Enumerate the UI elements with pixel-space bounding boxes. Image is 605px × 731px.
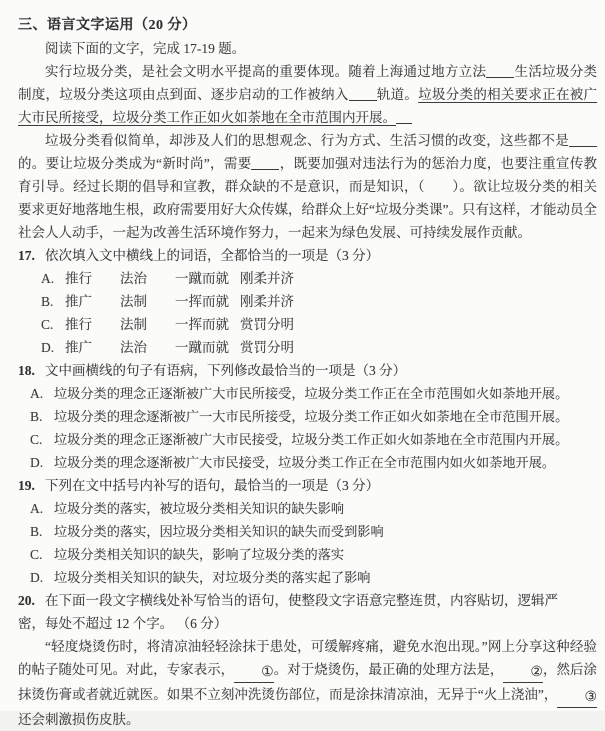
- passage-paragraph-1: [18, 60, 597, 129]
- passage-text: 还会刺激损伤皮肤。: [18, 712, 140, 727]
- option-row: [30, 566, 597, 589]
- blank-line: [486, 66, 514, 78]
- question-20: [18, 589, 597, 731]
- blank-line: [396, 112, 412, 124]
- option-word: 一挥而就: [175, 317, 229, 332]
- option-label: B.: [41, 294, 54, 309]
- question-20-stem-text: 在下面一段文字横线处补写恰当的语句，使整段文字语意完整连贯，内容贴切，逻辑严 密，每处不超过 12 个字。 （6 分）: [18, 593, 572, 631]
- option-word: 法治: [120, 340, 147, 355]
- passage-paragraph-2: [18, 129, 597, 244]
- option-word: 推行: [65, 317, 92, 332]
- option-text: 垃圾分类的理念逐渐被广一大市民所接受，垃圾分类工作正如火如荼地在全市范围开展。: [54, 409, 569, 424]
- option-row: [30, 543, 597, 566]
- blank-line: [569, 135, 597, 147]
- option-label: A.: [41, 271, 55, 286]
- option-label: C.: [30, 432, 43, 447]
- passage-text: ，既要加强对违法行为的惩治力度，也要注重宣传教育引导。经过长期的倡导和宣教，群众缺的不是意识，而是知识，（ ）。欲让垃圾分类的相关要求更好地落地生根，政府需要用好大众传媒，给群众上好“垃圾分类课”。只有这样，才能动员全社会人人动手，一起为改善生活环境作努力，一起来为绿色发展、可持续发展作贡献。: [18, 156, 598, 240]
- option-row: [41, 313, 597, 336]
- option-row: [30, 520, 597, 543]
- option-row: [30, 382, 597, 405]
- option-text: 垃圾分类的理念正逐渐被广大市民所接受，垃圾分类工作正在全市范围如火如荼地开展。: [54, 386, 569, 401]
- option-word: 一蹴而就: [175, 271, 229, 286]
- option-text: 垃圾分类的落实，因垃圾分类相关知识的缺失而受到影响: [54, 524, 384, 539]
- passage-text: 垃圾分类看似简单，却涉及人们的思想观念、行为方式、生活习惯的改变，这些都不是: [45, 133, 569, 148]
- question-18: [18, 359, 597, 474]
- option-label: C.: [41, 317, 54, 332]
- question-18-options: [30, 382, 597, 474]
- passage-text: “轻度烧烫伤时，将清凉油轻轻涂抹于患处，可缓解疼痛，避免水泡出现。”网上分享这种经验的帖子随处可见。对此，专家表示，: [18, 639, 597, 677]
- option-text: 垃圾分类的理念正逐渐被广大市民接受，垃圾分类工作正如火如荼地在全市范围内开展。: [54, 432, 569, 447]
- option-word: 推广: [65, 340, 92, 355]
- question-19-stem: [18, 474, 597, 497]
- option-label: A.: [30, 386, 44, 401]
- option-row: [30, 428, 597, 451]
- question-17: [18, 244, 597, 359]
- option-word: 法制: [120, 317, 147, 332]
- option-label: D.: [30, 570, 44, 585]
- question-19-options: [30, 497, 597, 589]
- option-label: C.: [30, 547, 43, 562]
- passage-text: 的。要让垃圾分类成为“新时尚”，需要: [18, 156, 252, 171]
- question-18-number: 18.: [18, 363, 35, 378]
- blank-line: [349, 89, 377, 101]
- question-17-stem: [18, 244, 597, 267]
- option-word: 推行: [65, 271, 92, 286]
- passage-text: 生活垃圾分类制度，垃圾分类这项由点到面、逐步启动的工作被纳入: [18, 64, 598, 102]
- option-word: 赏罚分明: [240, 340, 294, 355]
- passage-text: 轨道。: [376, 87, 419, 102]
- option-word: 刚柔并济: [240, 271, 294, 286]
- option-row: [30, 405, 597, 428]
- passage-text: ，然后涂抹烫伤膏或者就近就医。如果不立刻冲洗烫伤部位，而是涂抹清凉油，无异于“火上浇油”，: [18, 662, 598, 702]
- option-word: 赏罚分明: [240, 317, 294, 332]
- option-row: [41, 290, 597, 313]
- blank-line: [251, 158, 279, 170]
- option-text: 垃圾分类相关知识的缺失，影响了垃圾分类的落实: [54, 547, 345, 562]
- option-label: D.: [41, 340, 55, 355]
- numbered-blank: ①: [234, 663, 274, 683]
- question-20-passage: [18, 635, 597, 731]
- section-title: 三、语言文字运用（20 分）: [18, 18, 197, 33]
- question-18-stem-text: 文中画横线的句子有语病，下列修改最恰当的一项是（3 分）: [45, 363, 407, 378]
- option-label: A.: [30, 501, 44, 516]
- option-word: 一蹴而就: [175, 340, 229, 355]
- option-word: 一挥而就: [175, 294, 229, 309]
- option-row: [30, 451, 597, 474]
- option-text: 垃圾分类的落实，被垃圾分类相关知识的缺失影响: [54, 501, 345, 516]
- option-word: 法治: [120, 271, 147, 286]
- question-19-stem-text: 下列在文中括号内补写的语句，最恰当的一项是（3 分）: [45, 478, 380, 493]
- option-label: B.: [30, 409, 43, 424]
- question-20-stem: [18, 589, 597, 635]
- question-19-number: 19.: [18, 478, 35, 493]
- question-20-number: 20.: [18, 593, 35, 608]
- question-17-stem-text: 依次填入文中横线上的词语，全都恰当的一项是（3 分）: [45, 248, 380, 263]
- question-18-stem: [18, 359, 597, 382]
- option-text: 垃圾分类相关知识的缺失，对垃圾分类的落实起了影响: [54, 570, 371, 585]
- option-label: D.: [30, 455, 44, 470]
- passage-text: 实行垃圾分类，是社会文明水平提高的重要体现。随着上海通过地方立法: [45, 64, 487, 79]
- option-word: 推广: [65, 294, 92, 309]
- underlined-passage-text: 垃圾分类的相关要求正在被广大市民所接受，垃圾分类工作正如火如荼地在全市范围内开展。: [18, 87, 598, 125]
- option-label: B.: [30, 524, 43, 539]
- option-text: 垃圾分类的理念逐渐被广大市民接受，垃圾分类工作正在全市范围内如火如荼地开展。: [54, 455, 556, 470]
- numbered-blank: ③: [557, 688, 597, 708]
- passage-text: 。对于烧烫伤，最正确的处理方法是，: [273, 662, 504, 677]
- numbered-blank: ②: [503, 663, 543, 683]
- question-17-number: 17.: [18, 248, 35, 263]
- option-row: [30, 497, 597, 520]
- option-row: [41, 336, 597, 359]
- option-word: 法制: [120, 294, 147, 309]
- question-19: [18, 474, 597, 589]
- option-row: [41, 267, 597, 290]
- question-17-options: [41, 267, 597, 359]
- option-word: 刚柔并济: [240, 294, 294, 309]
- passage-intro: 阅读下面的文字，完成 17-19 题。: [45, 41, 246, 56]
